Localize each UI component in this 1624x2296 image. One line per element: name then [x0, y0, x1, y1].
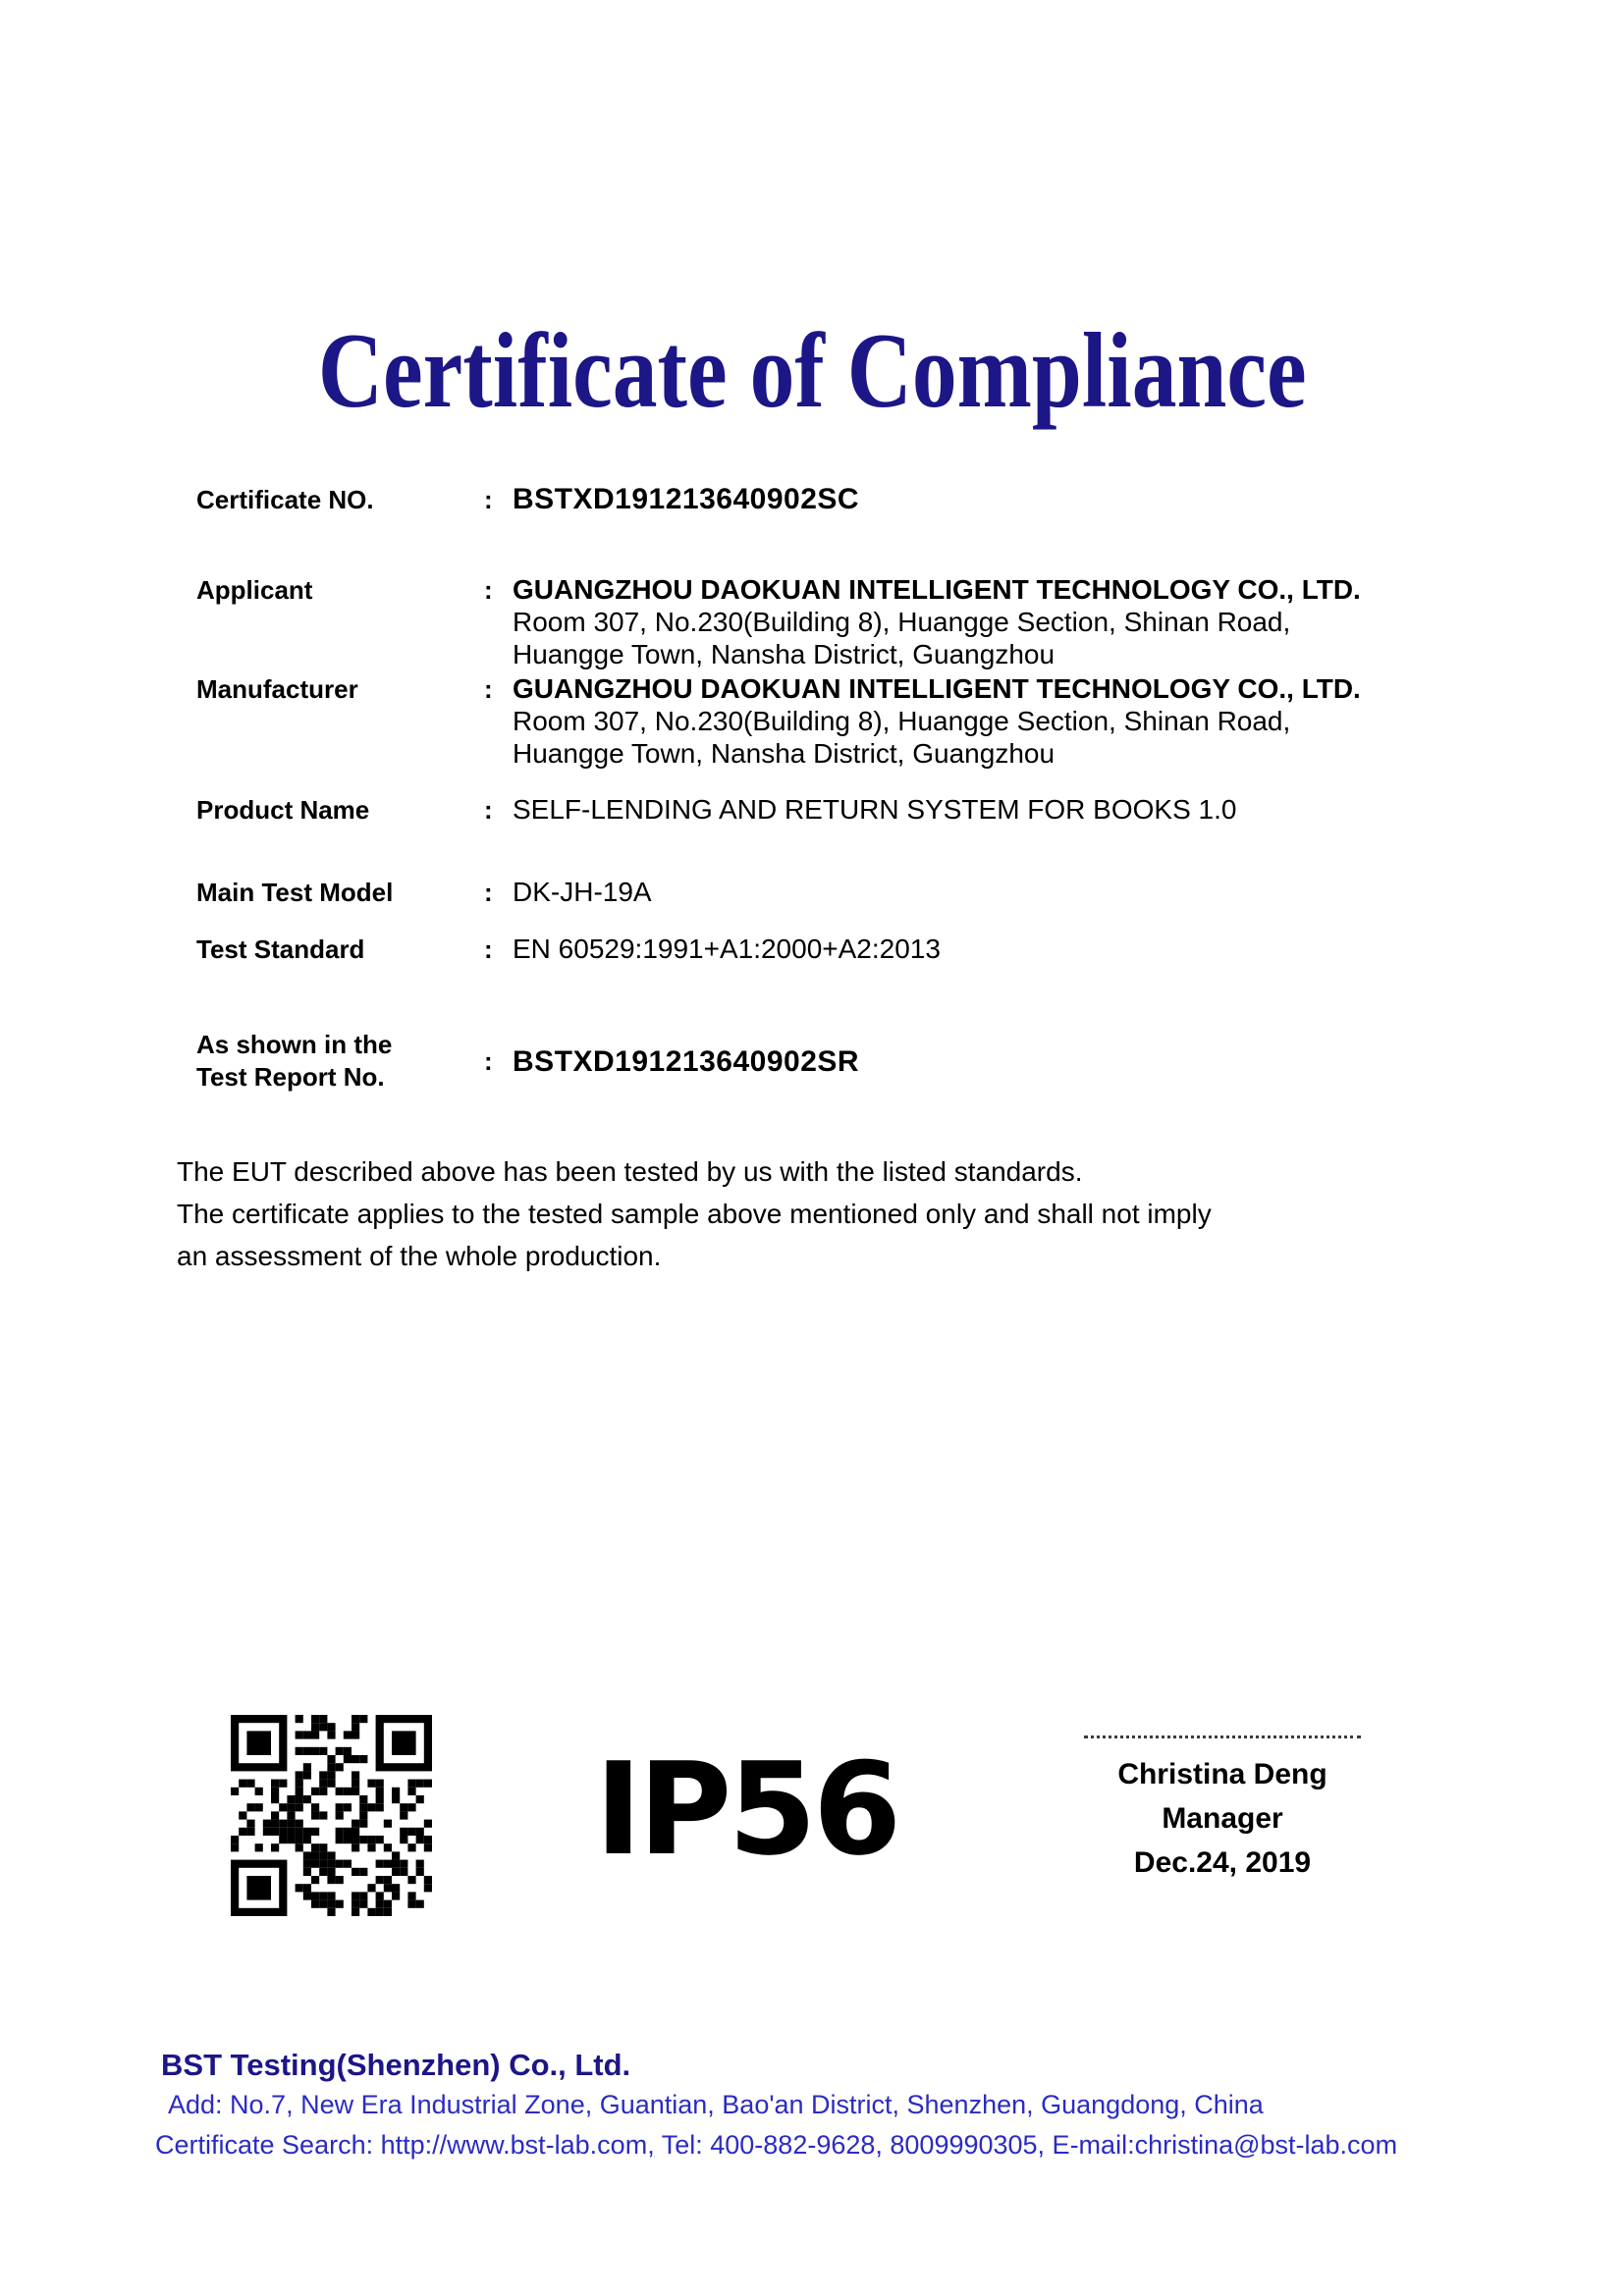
field-test-standard — [196, 933, 941, 966]
footer-address: Add: No.7, New Era Industrial Zone, Guantian, Bao'an District, Shenzhen, Guangdong, China — [168, 2090, 1264, 2119]
manufacturer-address-line2: Huangge Town, Nansha District, Guangzhou — [513, 738, 1056, 769]
signatory-name: Christina Deng — [1117, 1758, 1327, 1790]
signatory-role: Manager — [1162, 1802, 1283, 1835]
footer-company-name: BST Testing(Shenzhen) Co., Ltd. — [161, 2048, 631, 2082]
manufacturer-address-line1: Room 307, No.230(Building 8), Huangge Section, Shinan Road, — [513, 706, 1291, 736]
product-name-label: Product Name — [196, 795, 370, 825]
ip-rating-marking: IP56 — [594, 1735, 898, 1884]
field-certificate-no — [196, 483, 859, 516]
applicant-address-line2: Huangge Town, Nansha District, Guangzhou — [513, 639, 1056, 669]
certificate-no-value: BSTXD191213640902SC — [513, 483, 860, 515]
colon-separator: : — [484, 674, 493, 704]
certificate-title — [0, 311, 1624, 430]
colon-separator: : — [484, 934, 493, 964]
statement-line3: an assessment of the whole production. — [177, 1241, 662, 1271]
field-applicant — [196, 573, 1361, 670]
applicant-value — [513, 573, 1361, 670]
field-product-name — [196, 793, 1236, 827]
manufacturer-label: Manufacturer — [196, 674, 358, 704]
signature-block — [1036, 1735, 1409, 1885]
field-manufacturer — [196, 672, 1361, 770]
test-report-no-value: BSTXD191213640902SR — [513, 1044, 860, 1078]
qr-code — [231, 1715, 432, 1916]
test-report-no-label — [196, 1029, 484, 1094]
footer-url-link[interactable]: http://www.bst-lab.com — [380, 2130, 648, 2160]
colon-separator: : — [484, 575, 493, 605]
applicant-company-name: GUANGZHOU DAOKUAN INTELLIGENT TECHNOLOGY CO., LTD. — [513, 574, 1361, 605]
compliance-statement — [177, 1150, 1492, 1277]
field-test-report-no — [196, 1029, 859, 1094]
statement-line2: The certificate applies to the tested sample above mentioned only and shall not imply — [177, 1199, 1212, 1229]
colon-separator: : — [484, 485, 493, 514]
footer-search-line — [155, 2130, 1397, 2161]
signature-dotted-line — [1084, 1735, 1361, 1738]
certificate-title-text: Certificate of Compliance — [317, 311, 1307, 430]
field-main-test-model — [196, 876, 652, 909]
colon-separator: : — [484, 795, 493, 825]
test-standard-value: EN 60529:1991+A1:2000+A2:2013 — [513, 934, 941, 964]
manufacturer-company-name: GUANGZHOU DAOKUAN INTELLIGENT TECHNOLOGY CO., LTD. — [513, 673, 1361, 704]
main-test-model-value: DK-JH-19A — [513, 877, 652, 907]
footer-contact-info: Tel: 400-882-9628, 8009990305, E-mail:christina@bst-lab.com — [654, 2130, 1398, 2160]
test-report-no-label-line1: As shown in the — [196, 1030, 393, 1059]
colon-separator: : — [484, 878, 493, 907]
signature-date: Dec.24, 2019 — [1133, 1846, 1312, 1879]
colon-separator: : — [484, 1045, 493, 1076]
statement-line1: The EUT described above has been tested by us with the listed standards. — [177, 1156, 1083, 1187]
manufacturer-value — [513, 672, 1361, 770]
main-test-model-label: Main Test Model — [196, 878, 394, 907]
product-name-value: SELF-LENDING AND RETURN SYSTEM FOR BOOKS 1.0 — [513, 794, 1237, 825]
footer-url-comma: , — [647, 2130, 655, 2160]
footer-search-prefix: Certificate Search: — [155, 2130, 381, 2160]
applicant-address-line1: Room 307, No.230(Building 8), Huangge Section, Shinan Road, — [513, 607, 1291, 637]
certificate-no-label: Certificate NO. — [196, 485, 374, 514]
test-standard-label: Test Standard — [196, 934, 365, 964]
applicant-label: Applicant — [196, 575, 313, 605]
test-report-no-label-line2: Test Report No. — [196, 1062, 385, 1092]
